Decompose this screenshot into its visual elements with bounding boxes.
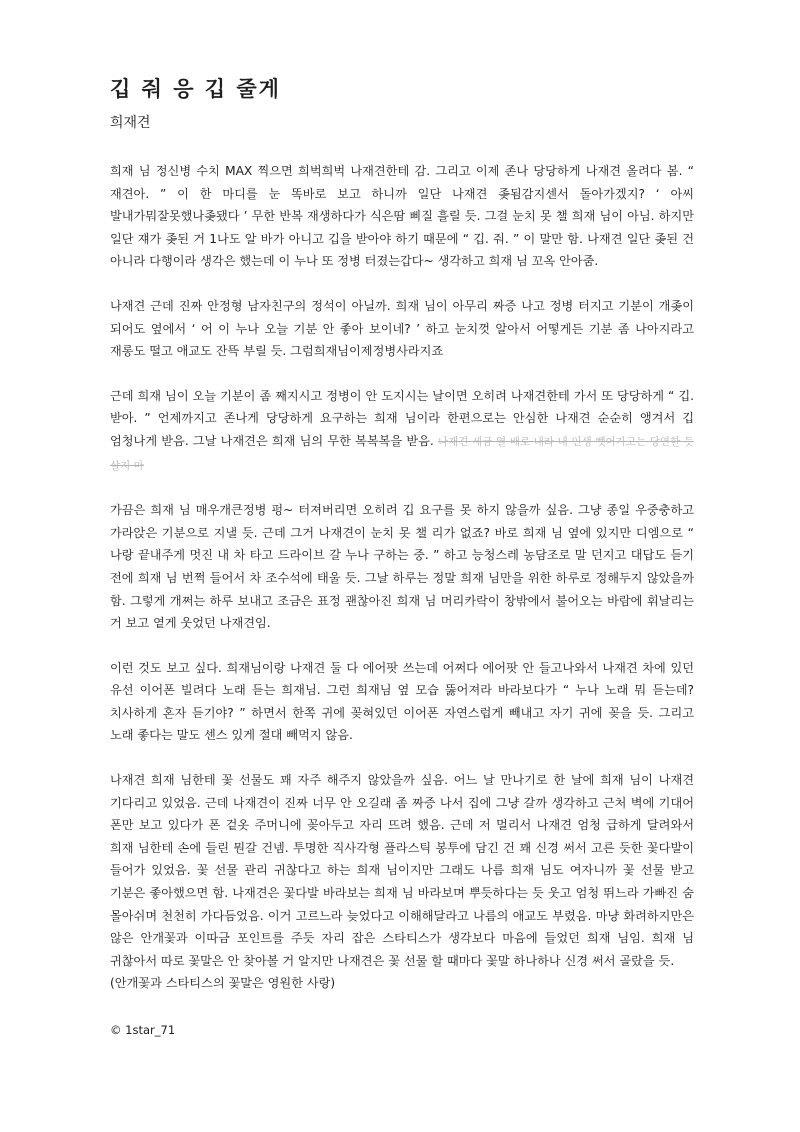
paragraph-2: 나재견 근데 진짜 안정형 남자친구의 정석이 아닐까. 희재 님이 아무리 짜증 나고 정병 터지고 기분이 개좆이 되어도 옆에서 ‘ 어 이 누나 오늘 기분 안 좋아 보이네? ’ 하고 눈치껏 알아서 어떻게든 기분 좀 나아지라고 재롱도 떨고 애교도 잔뜩 부릴 듯. 그럼희재님이제정병사라지죠 <box>110 298 694 359</box>
document-body <box>110 160 694 995</box>
paragraph-6-text: 나재견 희재 님한테 꽃 선물도 꽤 자주 해주지 않았을까 싶음. 어느 날 만나기로 한 날에 희재 님이 나재견 기다리고 있었음. 근데 나재견이 진짜 너무 안 오길래 좀 짜증 나서 집에 그냥 갈까 생각하고 근처 벽에 기대어 폰만 보고 있다가 폰 겉옷 주머니에 꽂아두고 자리 뜨려 했음. 근데 저 멀리서 나재견 엄청 급하게 달려와서 희재 님한테 손에 들린 뭔갈 건넴. 투명한 직사각형 플라스틱 봉투에 담긴 건 꽤 신경 써서 고른 듯한 꽃다발이 들어가 있었음. 꽃 선물 관리 귀찮다고 하는 희재 님이지만 그래도 나름 희재 님도 여자니까 꽃 선물 받고 기분은 좋아했으면 함. 나재견은 꽃다발 바라보는 희재 님 바라보며 뿌듯하다는 듯 웃고 엄청 뛰느라 가빠진 숨 몰아쉬며 천천히 가다듬었음. 이거 고르느라 늦었다고 이해해달라고 나름의 애교도 부렸음. 마냥 화려하지만은 않은 안개꽃과 이따금 포인트를 주듯 자리 잡은 스타티스가 생각보다 마음에 들었던 희재 님임. 희재 님 귀찮아서 따로 꽃말은 안 찾아볼 거 알지만 나재견은 꽃 선물 할 때마다 꽃말 하나하나 신경 써서 골랐을 듯. <box>110 773 694 968</box>
paragraph-4: 가끔은 희재 님 매우개큰정병 펑~ 터져버리면 오히려 깁 요구를 못 하지 않을까 싶음. 그냥 종일 우중충하고 가라앉은 기분으로 지낼 듯. 근데 그거 나재견이 눈치 못 챌 리가 없죠? 바로 희재 님 옆에 있지만 디엠으로 “ 나랑 끝내주게 멋진 내 차 타고 드라이브 갈 누나 구하는 중. ” 하고 능청스레 농담조로 말 던지고 대답도 듣기 전에 희재 님 번쩍 들어서 차 조수석에 태울 듯. 그날 하루는 정말 희재 님만을 위한 하루로 정해두지 않았을까 함. 그렇게 개쩌는 하루 보내고 조금은 표정 괜찮아진 희재 님 머리카락이 창밖에서 불어오는 바람에 휘날리는 거 보고 옅게 웃었던 나재견임. <box>110 503 694 631</box>
paragraph-5: 이런 것도 보고 싶다. 희재님이랑 나재견 둘 다 에어팟 쓰는데 어쩌다 에어팟 안 들고나와서 나재견 차에 있던 유선 이어폰 빌려다 노래 듣는 희재님. 그런 희재님 옆 모습 뚫어져라 바라보다가 “ 누나 노래 뭐 듣는데? 치사하게 혼자 듣기야? ” 하면서 한쪽 귀에 꽂혀있던 이어폰 자연스럽게 빼내고 자기 귀에 꽂을 듯. 그리고 노래 좋다는 말도 센스 있게 절대 빼먹지 않음. <box>110 660 694 743</box>
document-title: 깁 줘 응 깁 줄게 <box>110 77 281 101</box>
paragraph-3-text: 근데 희재 님이 오늘 기분이 좀 째지시고 정병이 안 도지시는 날이면 오히려 나재견한테 가서 또 당당하게 “ 깁. 받아. ” 언제까지고 존나게 당당하게 요구하는 희재 님이라 한편으로는 안심한 나재견 순순히 앵겨서 깁 엄청나게 받음. 그날 나재견은 희재 님의 무한 복복복을 받음. <box>110 388 694 448</box>
copyright-footer: © 1star_71 <box>110 1023 176 1037</box>
strikethrough-text: 나재견 세금 열 배로 내라 내 인생 뺏어가고는 당연한 듯 살지 마 <box>110 435 695 472</box>
document-author: 희재견 <box>110 115 151 131</box>
paragraph-1: 희재 님 정신병 수치 MAX 찍으면 희벅희벅 나재견한테 감. 그리고 이제 존나 당당하게 나재견 올려다 봄. “ 재견아. ” 이 한 마디를 눈 똑바로 보고 하니까 일단 나재견 좆됨감지센서 돌아가겠지? ‘ 아씨 발내가뭐잘못했나좆됐다 ’ 무한 반복 재생하다가 식은땀 삐질 흘릴 듯. 그걸 눈치 못 챌 희재 님이 아님. 하지만 일단 쟤가 좆된 거 1나도 알 바가 아니고 깁을 받아야 하기 때문에 “ 깁. 줘. ” 이 말만 함. 나재견 일단 좆된 건 아니라 다행이라 생각은 했는데 이 누나 또 정병 터졌는갑다~ 생각하고 희재 님 꼬옥 안아줌. <box>110 164 694 269</box>
paragraph-6 <box>110 769 694 995</box>
flower-meaning-note: (안개꽃과 스타티스의 꽃말은 영원한 사랑) <box>110 976 336 991</box>
paragraph-3 <box>110 385 694 477</box>
